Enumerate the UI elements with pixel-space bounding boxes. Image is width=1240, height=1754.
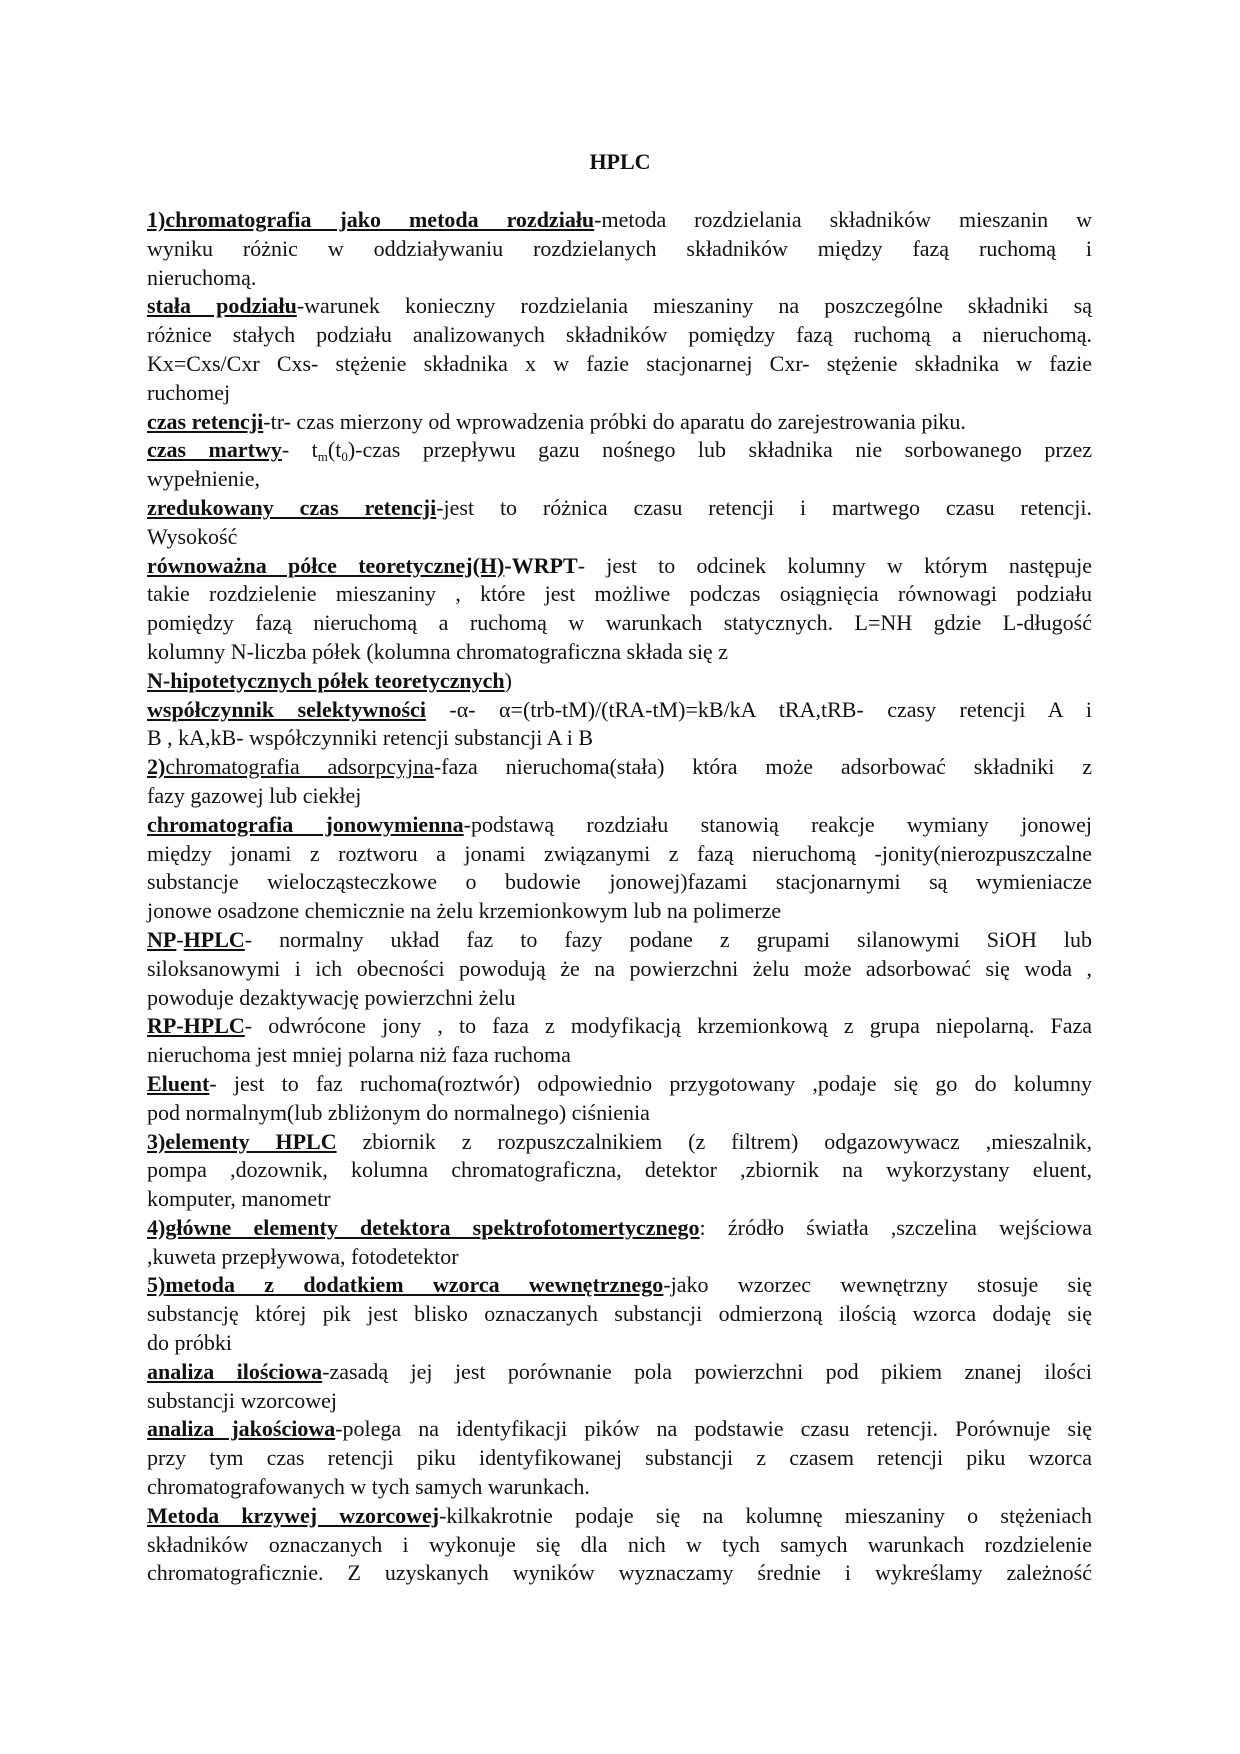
text-line xyxy=(147,1243,1092,1272)
paragraph xyxy=(147,436,1092,494)
body-text: - normalny układ faz to fazy podane z grupami silanowymi SiOH lub xyxy=(244,926,1092,952)
text-line xyxy=(147,1415,1092,1444)
term-heading: 3)elementy HPLC xyxy=(147,1128,337,1154)
body-text: -metoda rozdzielania składników mieszanin w xyxy=(594,207,1092,232)
text-line xyxy=(147,1502,1092,1531)
text-line xyxy=(147,1559,1092,1588)
body-text: pompa ,dozownik, kolumna chromatograficzna, detektor ,zbiornik na wykorzystany eluent, xyxy=(147,1157,1092,1183)
term-heading: 2) xyxy=(147,754,166,780)
text-line xyxy=(147,379,1092,408)
paragraph xyxy=(147,811,1092,926)
text-line xyxy=(147,782,1092,811)
term-heading: HPLC xyxy=(183,926,245,952)
body-text: -kilkakrotnie podaje się na kolumnę mieszaniny o stężeniach xyxy=(439,1502,1092,1528)
body-text: nieruchomą. xyxy=(147,264,257,290)
body-text: ) xyxy=(504,667,512,693)
text-line xyxy=(147,1358,1092,1387)
body-text: jonowe osadzone chemicznie na żelu krzemionkowym lub na polimerze xyxy=(147,898,782,924)
paragraph xyxy=(147,1415,1092,1501)
body-text: nieruchoma jest mniej polarna niż faza ruchoma xyxy=(147,1042,571,1068)
body-text: chromatograficznie. Z uzyskanych wyników wyznaczamy średnie i wykreślamy zależność xyxy=(147,1560,1092,1586)
text-line xyxy=(147,724,1092,753)
body-text: -faza nieruchoma(stała) która może adsorbować składniki z xyxy=(433,754,1092,780)
body-text: -α- α=(trb-tM)/(tRA-tM)=kB/kA tRA,tRB- czasy retencji A i xyxy=(425,696,1092,722)
paragraph xyxy=(147,408,1092,437)
term-heading: analiza jakościowa xyxy=(147,1416,336,1442)
paragraph xyxy=(147,1271,1092,1357)
text-line xyxy=(147,206,1092,235)
text-line xyxy=(147,926,1092,955)
body-text: - xyxy=(176,926,184,952)
body-text: takie rozdzielenie mieszaniny , które jest możliwe podczas osiągnięcia równowagi podziału xyxy=(147,581,1092,607)
term-heading: zredukowany czas retencji xyxy=(147,494,437,520)
text-line xyxy=(147,292,1092,321)
body-text: Kx=Cxs/Cxr Cxs- stężenie składnika x w fazie stacjonarnej Cxr- stężenie składnika w fazie xyxy=(147,350,1092,376)
text-line xyxy=(147,494,1092,523)
paragraph xyxy=(147,1214,1092,1272)
text-line xyxy=(147,1473,1092,1502)
text-line xyxy=(147,1531,1092,1560)
text-line xyxy=(147,580,1092,609)
paragraph xyxy=(147,1502,1092,1588)
body-text: substancje wielocząsteczkowe o budowie jonowej)fazami stacjonarnymi są wymieniacze xyxy=(147,869,1092,895)
text-line xyxy=(147,465,1092,494)
text-line xyxy=(147,1185,1092,1214)
text-line xyxy=(147,436,1092,465)
text-line xyxy=(147,1099,1092,1128)
text-line xyxy=(147,1271,1092,1300)
body-text: B , kA,kB- współczynniki retencji substancji A i B xyxy=(147,725,594,751)
paragraph xyxy=(147,926,1092,1012)
body-text: substancję której pik jest blisko oznaczanych substancji odmierzoną ilością wzorca dodaję się xyxy=(147,1301,1092,1327)
document-title: HPLC xyxy=(589,149,651,174)
body-text: powoduje dezaktywację powierzchni żelu xyxy=(147,984,516,1010)
subscript: m xyxy=(317,449,328,465)
paragraph xyxy=(147,667,1092,696)
text-line xyxy=(147,235,1092,264)
paragraph xyxy=(147,1358,1092,1416)
body-text: pod normalnym(lub zbliżonym do normalnego) ciśnienia xyxy=(147,1099,650,1125)
paragraph xyxy=(147,206,1092,292)
body-text: - jest to faz ruchoma(roztwór) odpowiednio przygotowany ,podaje się go do kolumny xyxy=(209,1070,1092,1096)
body-text: pomiędzy fazą nieruchomą a ruchomą w warunkach statycznych. L=NH gdzie L-długość xyxy=(147,610,1092,636)
body-text: siloksanowymi i ich obecności powodują że na powierzchni żelu może adsorbować się woda , xyxy=(147,955,1092,981)
text-line xyxy=(147,667,1092,696)
body-text: różnice stałych podziału analizowanych składników pomiędzy fazą ruchomą a nieruchomą. xyxy=(147,322,1092,348)
term-heading: stała podziału xyxy=(147,293,297,319)
term-heading: NP xyxy=(147,926,177,952)
text-line xyxy=(147,1156,1092,1185)
body-text: -tr- czas mierzony od wprowadzenia próbki do aparatu do zarejestrowania piku. xyxy=(263,408,966,434)
term-heading: 5)metoda z dodatkiem wzorca wewnętrznego xyxy=(147,1272,664,1298)
term-heading: czas retencji xyxy=(147,408,264,434)
body-text: - odwrócone jony , to faza z modyfikacją krzemionkową z grupa niepolarną. Faza xyxy=(244,1013,1092,1039)
text-line xyxy=(147,1070,1092,1099)
body-text: - t xyxy=(281,437,318,463)
term-heading: RP-HPLC xyxy=(147,1013,245,1039)
text-line xyxy=(147,1214,1092,1243)
body-text: wypełnienie, xyxy=(147,466,261,492)
text-line xyxy=(147,1444,1092,1473)
text-line xyxy=(147,868,1092,897)
term-heading: N-hipotetycznych półek teoretycznych xyxy=(147,667,505,693)
body-text: -jako wzorzec wewnętrzny stosuje się xyxy=(663,1272,1092,1298)
body-text: -polega na identyfikacji pików na podstawie czasu retencji. Porównuje się xyxy=(335,1416,1092,1442)
body-text: ruchomej xyxy=(147,379,231,405)
term-heading: współczynnik selektywności xyxy=(147,696,426,722)
body-text: -zasadą jej jest porównanie pola powierzchni pod pikiem znanej ilości xyxy=(322,1358,1092,1384)
paragraph xyxy=(147,696,1092,754)
body-text: fazy gazowej lub ciekłej xyxy=(147,782,362,808)
body-text: -warunek konieczny rozdzielania mieszaniny na poszczególne składniki są xyxy=(296,293,1092,319)
body-text: do próbki xyxy=(147,1330,232,1356)
text-line xyxy=(147,984,1092,1013)
document-body xyxy=(147,206,1092,1588)
text-line xyxy=(147,897,1092,926)
term-heading: 4)główne elementy detektora spektrofotomertycznego xyxy=(147,1214,700,1240)
text-line xyxy=(147,696,1092,725)
body-text: -jest to różnica czasu retencji i martwego czasu retencji. xyxy=(436,494,1092,520)
body-text: komputer, manometr xyxy=(147,1186,331,1212)
text-line xyxy=(147,1128,1092,1157)
term-heading: 1)chromatografia jako metoda rozdziału xyxy=(147,207,595,232)
body-text: ,kuweta przepływowa, fotodetektor xyxy=(147,1243,459,1269)
term-heading: Eluent xyxy=(147,1070,210,1096)
text-line xyxy=(147,321,1092,350)
term-heading: analiza ilościowa xyxy=(147,1358,323,1384)
text-line xyxy=(147,638,1092,667)
paragraph xyxy=(147,494,1092,552)
body-text: (t xyxy=(327,437,342,463)
paragraph xyxy=(147,552,1092,667)
paragraph xyxy=(147,1012,1092,1070)
body-text: wyniku różnic w oddziaływaniu rozdzielanych składników między fazą ruchomą i xyxy=(147,235,1092,261)
body-text: substancji wzorcowej xyxy=(147,1387,337,1413)
text-line xyxy=(147,1387,1092,1416)
body-text: chromatografowanych w tych samych warunkach. xyxy=(147,1474,590,1500)
paragraph xyxy=(147,1128,1092,1214)
body-text: -podstawą rozdziału stanowią reakcje wymiany jonowej xyxy=(463,811,1092,837)
text-line xyxy=(147,408,1092,437)
term-heading: równoważna półce teoretycznej(H) xyxy=(147,552,505,578)
text-line xyxy=(147,1329,1092,1358)
body-text: między jonami z roztworu a jonami związanymi z fazą nieruchomą -jonity(nierozpuszczalne xyxy=(147,840,1092,866)
body-text: : źródło światła ,szczelina wejściowa xyxy=(699,1214,1092,1240)
text-line xyxy=(147,1041,1092,1070)
subscript: 0 xyxy=(341,449,348,465)
body-text: przy tym czas retencji piku identyfikowanej substancji z czasem retencji piku wzorca xyxy=(147,1445,1092,1471)
bold-text: -WRPT xyxy=(504,552,578,578)
paragraph xyxy=(147,292,1092,407)
text-line xyxy=(147,609,1092,638)
text-line xyxy=(147,523,1092,552)
text-line xyxy=(147,350,1092,379)
body-text: kolumny N-liczba półek (kolumna chromatograficzna składa się z xyxy=(147,638,728,664)
body-text: - jest to odcinek kolumny w którym następuje xyxy=(577,552,1092,578)
body-text: składników oznaczanych i wykonuje się dla nich w tych samych warunkach rozdzielenie xyxy=(147,1531,1092,1557)
text-line xyxy=(147,753,1092,782)
text-line xyxy=(147,264,1092,293)
text-line xyxy=(147,1300,1092,1329)
body-text: )-czas przepływu gazu nośnego lub składnika nie sorbowanego przez xyxy=(347,437,1092,463)
term-heading: chromatografia jonowymienna xyxy=(147,811,464,837)
paragraph xyxy=(147,753,1092,811)
body-text: Wysokość xyxy=(147,523,238,549)
text-line xyxy=(147,955,1092,984)
paragraph xyxy=(147,1070,1092,1128)
term-heading: czas martwy xyxy=(147,437,282,463)
underlined-text: chromatografia adsorpcyjna xyxy=(165,754,434,780)
text-line xyxy=(147,840,1092,869)
term-heading: Metoda krzywej wzorcowej xyxy=(147,1502,440,1528)
body-text: zbiornik z rozpuszczalnikiem (z filtrem) odgazowywacz ,mieszalnik, xyxy=(336,1128,1092,1154)
text-line xyxy=(147,552,1092,581)
text-line xyxy=(147,811,1092,840)
text-line xyxy=(147,1012,1092,1041)
